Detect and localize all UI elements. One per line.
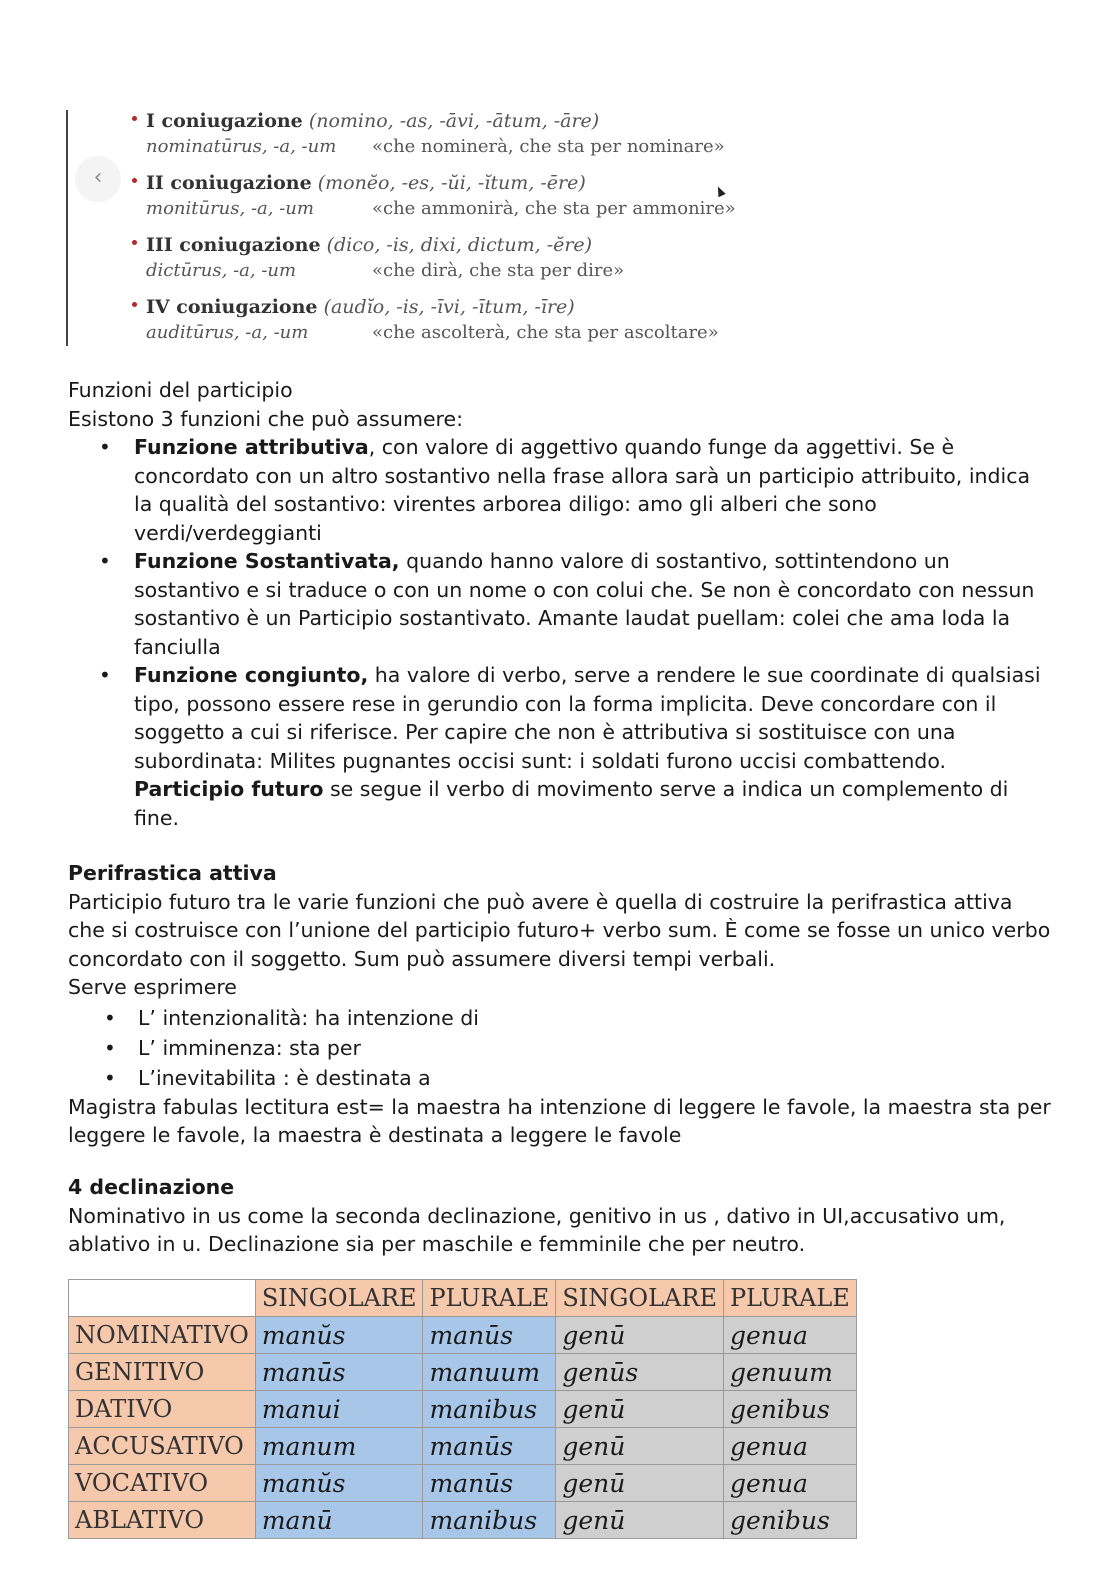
principal-parts: (monĕo, -es, -ŭi, -ĭtum, -ēre) [317,172,586,194]
table-cell: manŭs [255,1317,423,1354]
textbook-image [66,106,766,350]
declinazione-section [68,1173,1053,1259]
principal-parts: (audĭo, -is, -īvi, -ītum, -īre) [323,296,575,318]
table-cell: genuum [723,1354,856,1391]
table-header-row [69,1280,857,1317]
future-participle: dictūrus, -a, -um [146,260,297,281]
declension-table [68,1279,857,1539]
table-cell: manuum [423,1354,556,1391]
section-intro: Esistono 3 funzioni che può assumere: [68,406,464,431]
item-text: ha valore di verbo, serve a rendere le sue coordinate di qualsiasi tipo, possono essere rese in gerundio con la forma implicita. Deve concordare con il soggetto a cui si riferisce. Per capire che non è attributiva si sostituisce con una subordinata: Milites pugnantes occisi sunt: i soldati furono uccisi combattendo. [134,663,1041,773]
table-cell: genibus [723,1502,856,1539]
item-term: Participio futuro [134,777,324,801]
row-header: VOCATIVO [69,1465,256,1502]
table-cell: genua [723,1428,856,1465]
table-cell: manūs [423,1317,556,1354]
item-term: Funzione attributiva [134,435,369,459]
bullet-dot-icon [132,116,137,121]
bullet-dot-icon [132,240,137,245]
item-term: Funzione congiunto, [134,663,369,687]
vertical-rule [66,110,68,346]
future-participle: nominatūrus, -a, -um [146,136,337,157]
row-header: NOMINATIVO [69,1317,256,1354]
row-header: ABLATIVO [69,1502,256,1539]
meaning: «che ammonirà, che sta per ammonire» [372,198,736,219]
list-item [68,433,1053,547]
table-cell: manibus [423,1502,556,1539]
section-body: Nominativo in us come la seconda declinazione, genitivo in us , dativo in UI,accusativo um, ablativo in u. Declinazione sia per maschile e femminile che per neutro. [68,1203,1006,1256]
item-text: quando hanno valore di sostantivo, sottintendono un sostantivo e si traduce o con un nome o con colui che. Se non è concordato con nessun sostantivo è un Participio sostantivato. Amante laudat puellam: colei che ama loda la fanciulla [134,549,1035,659]
perifrastica-section [68,859,1053,1150]
column-header: SINGOLARE [255,1280,423,1317]
row-header: DATIVO [69,1391,256,1428]
item-text: , con valore di aggettivo quando funge da aggettivi. Se è concordato con un altro sostantivo nella frase allora sarà un participio attribuito, indica la qualità del sostantivo: virentes arborea diligo: amo gli alberi che sono verdi/verdeggianti [134,435,1031,545]
row-header: GENITIVO [69,1354,256,1391]
table-row [69,1317,857,1354]
funzioni-list [68,433,1053,832]
item-text: se segue il verbo di movimento serve a indica un complemento di fine. [134,777,1009,830]
example-text: Magistra fabulas lectitura est= la maestra ha intenzione di leggere le favole, la maestra sta per leggere le favole, la maestra è destinata a leggere le favole [68,1094,1051,1147]
table-cell: genū [556,1502,724,1539]
principal-parts: (dico, -is, dixi, dictum, -ĕre) [326,234,593,256]
table-cell: genū [556,1391,724,1428]
table-row [69,1428,857,1465]
table-row [69,1502,857,1539]
column-header: PLURALE [423,1280,556,1317]
table-cell: manūs [423,1428,556,1465]
table-cell: manŭs [255,1465,423,1502]
conjugation-title: I coniugazione [146,110,303,132]
list-item [68,547,1053,661]
future-participle: monitūrus, -a, -um [146,198,314,219]
table-cell: genū [556,1428,724,1465]
conjugation-1 [146,108,725,160]
meaning: «che ascolterà, che sta per ascoltare» [372,322,719,343]
conjugation-3 [146,232,625,284]
section-heading: 4 declinazione [68,1175,235,1199]
chevron-left-icon[interactable]: ‹ [75,156,121,202]
table-row [69,1354,857,1391]
list-item: • L’ intenzionalità: ha intenzione di [68,1003,1053,1033]
column-header: SINGOLARE [556,1280,724,1317]
principal-parts: (nomino, -as, -āvi, -ātum, -āre) [308,110,600,132]
conjugation-title: IV coniugazione [146,296,318,318]
bullet-dot-icon [132,178,137,183]
list-item: • L’inevitabilita : è destinata a [68,1063,1053,1093]
column-header: PLURALE [723,1280,856,1317]
table-row [69,1465,857,1502]
section-subtitle: Serve esprimere [68,975,237,999]
table-cell: manūs [423,1465,556,1502]
table-cell: genūs [556,1354,724,1391]
item-term: Funzione Sostantivata, [134,549,400,573]
row-header: ACCUSATIVO [69,1428,256,1465]
future-participle: auditūrus, -a, -um [146,322,309,343]
table-cell: genua [723,1317,856,1354]
table-cell: genua [723,1465,856,1502]
section-heading: Perifrastica attiva [68,861,277,885]
table-cell: manum [255,1428,423,1465]
table-cell: genū [556,1317,724,1354]
meaning: «che nominerà, che sta per nominare» [372,136,725,157]
table-corner-cell [69,1280,256,1317]
table-cell: genū [556,1465,724,1502]
section-title: Funzioni del participio [68,378,293,402]
section-body: Participio futuro tra le varie funzioni che può avere è quella di costruire la perifrastica attiva che si costruisce con l’unione del participio futuro+ verbo sum. È come se fosse un unico verbo concordato con il soggetto. Sum può assumere diversi tempi verbali. [68,889,1051,971]
table-cell: genibus [723,1391,856,1428]
conjugation-4 [146,294,719,346]
meaning: «che dirà, che sta per dire» [372,260,625,281]
table-cell: manūs [255,1354,423,1391]
table-cell: manū [255,1502,423,1539]
perifrastica-list [68,1003,1053,1093]
conjugation-title: III coniugazione [146,234,321,256]
table-cell: manibus [423,1391,556,1428]
list-item: • L’ imminenza: sta per [68,1033,1053,1063]
bullet-dot-icon [132,302,137,307]
funzioni-section [68,376,1053,832]
conjugation-2 [146,170,736,222]
table-cell: manui [255,1391,423,1428]
list-item [68,661,1053,832]
table-row [69,1391,857,1428]
conjugation-title: II coniugazione [146,172,312,194]
